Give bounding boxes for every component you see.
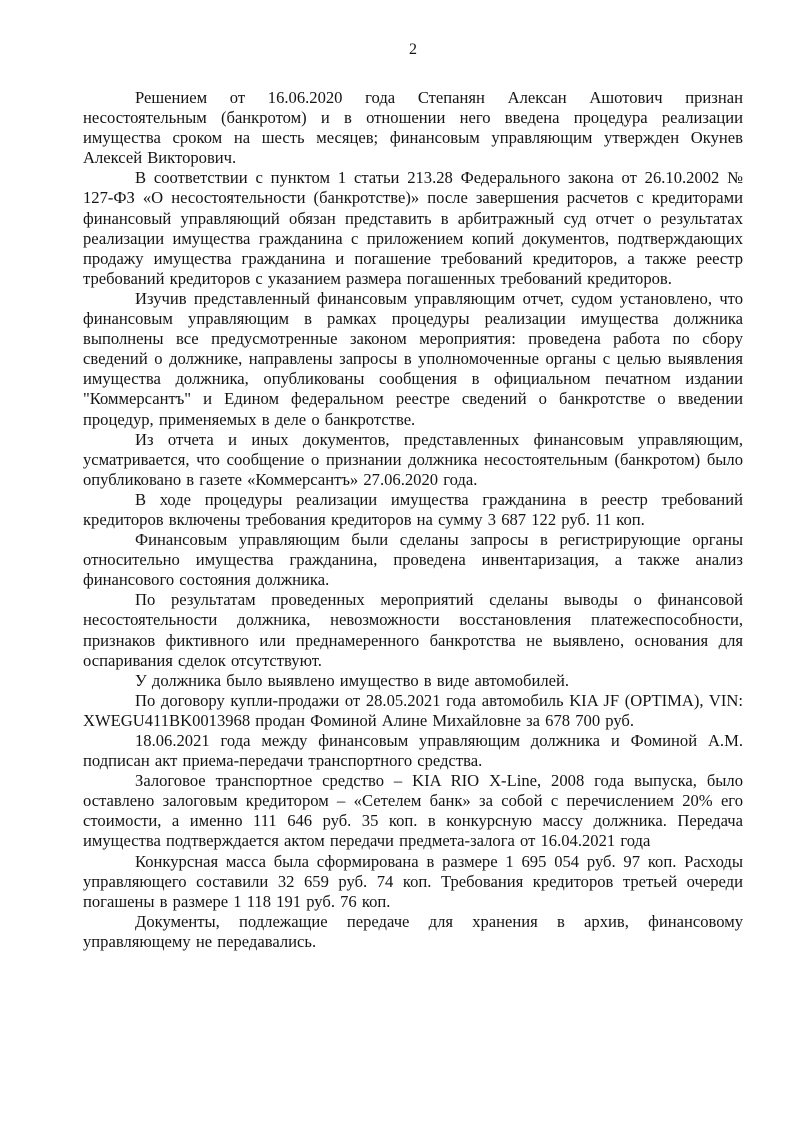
paragraph: 18.06.2021 года между финансовым управляющим должника и Фоминой А.М. подписан акт приема-передачи транспортного средства. — [83, 731, 743, 771]
paragraph: В соответствии с пунктом 1 статьи 213.28 Федерального закона от 26.10.2002 № 127-ФЗ «О несостоятельности (банкротстве)» после завершения расчетов с кредиторами финансовый управляющий обязан представить в арбитражный суд отчет о результатах реализации имущества гражданина с приложением копий документов, подтверждающих продажу имущества гражданина и погашение требований кредиторов, а также реестр требований кредиторов с указанием размера погашенных требований кредиторов. — [83, 168, 743, 288]
page-number: 2 — [409, 41, 417, 58]
paragraph: В ходе процедуры реализации имущества гражданина в реестр требований кредиторов включены требования кредиторов на сумму 3 687 122 руб. 11 коп. — [83, 489, 743, 529]
paragraph: У должника было выявлено имущество в виде автомобилей. — [135, 670, 570, 690]
document-body — [83, 88, 743, 952]
paragraph: Финансовым управляющим были сделаны запросы в регистрирующие органы относительно имущества гражданина, проведена инвентаризация, а также анализ финансового состояния должника. — [83, 530, 743, 590]
paragraph: Документы, подлежащие передаче для хранения в архив, финансовому управляющему не передавались. — [83, 911, 743, 951]
paragraph: Залоговое транспортное средство – KIA RIO X-Line, 2008 года выпуска, было оставлено залоговым кредитором – «Сетелем банк» за собой с перечислением 20% его стоимости, а именно 111 646 руб. 35 коп. в конкурсную массу должника. Передача имущества подтверждается актом передачи предмета-залога от 16.04.2021 года — [83, 771, 743, 851]
paragraph: Решением от 16.06.2020 года Степанян Алексан Ашотович признан несостоятельным (банкротом) и в отношении него введена процедура реализации имущества сроком на шесть месяцев; финансовым управляющим утвержден Окунев Алексей Викторович. — [83, 88, 743, 168]
paragraph: Из отчета и иных документов, представленных финансовым управляющим, усматривается, что сообщение о признании должника несостоятельным (банкротом) было опубликовано в газете «Коммерсантъ» 27.06.2020 года. — [83, 429, 743, 489]
paragraph: По договору купли-продажи от 28.05.2021 года автомобиль KIA JF (OPTIMA), VIN: XWEGU411BK0013968 продан Фоминой Алине Михайловне за 678 700 руб. — [83, 690, 743, 730]
paragraph: Конкурсная масса была сформирована в размере 1 695 054 руб. 97 коп. Расходы управляющего составили 32 659 руб. 74 коп. Требования кредиторов третьей очереди погашены в размере 1 118 191 руб. 76 коп. — [83, 851, 743, 911]
paragraph: Изучив представленный финансовым управляющим отчет, судом установлено, что финансовым управляющим в рамках процедуры реализации имущества должника выполнены все предусмотренные законом мероприятия: проведена работа по сбору сведений о должнике, направлены запросы в уполномоченные органы с целью выявления имущества должника, опубликованы сообщения в официальном печатном издании "Коммерсантъ" и Едином федеральном реестре сведений о банкротстве о введении процедур, применяемых в деле о банкротстве. — [83, 288, 743, 429]
paragraph: По результатам проведенных мероприятий сделаны выводы о финансовой несостоятельности должника, невозможности восстановления платежеспособности, признаков фиктивного или преднамеренного банкротства не выявлено, основания для оспаривания сделок отсутствуют. — [83, 590, 743, 670]
